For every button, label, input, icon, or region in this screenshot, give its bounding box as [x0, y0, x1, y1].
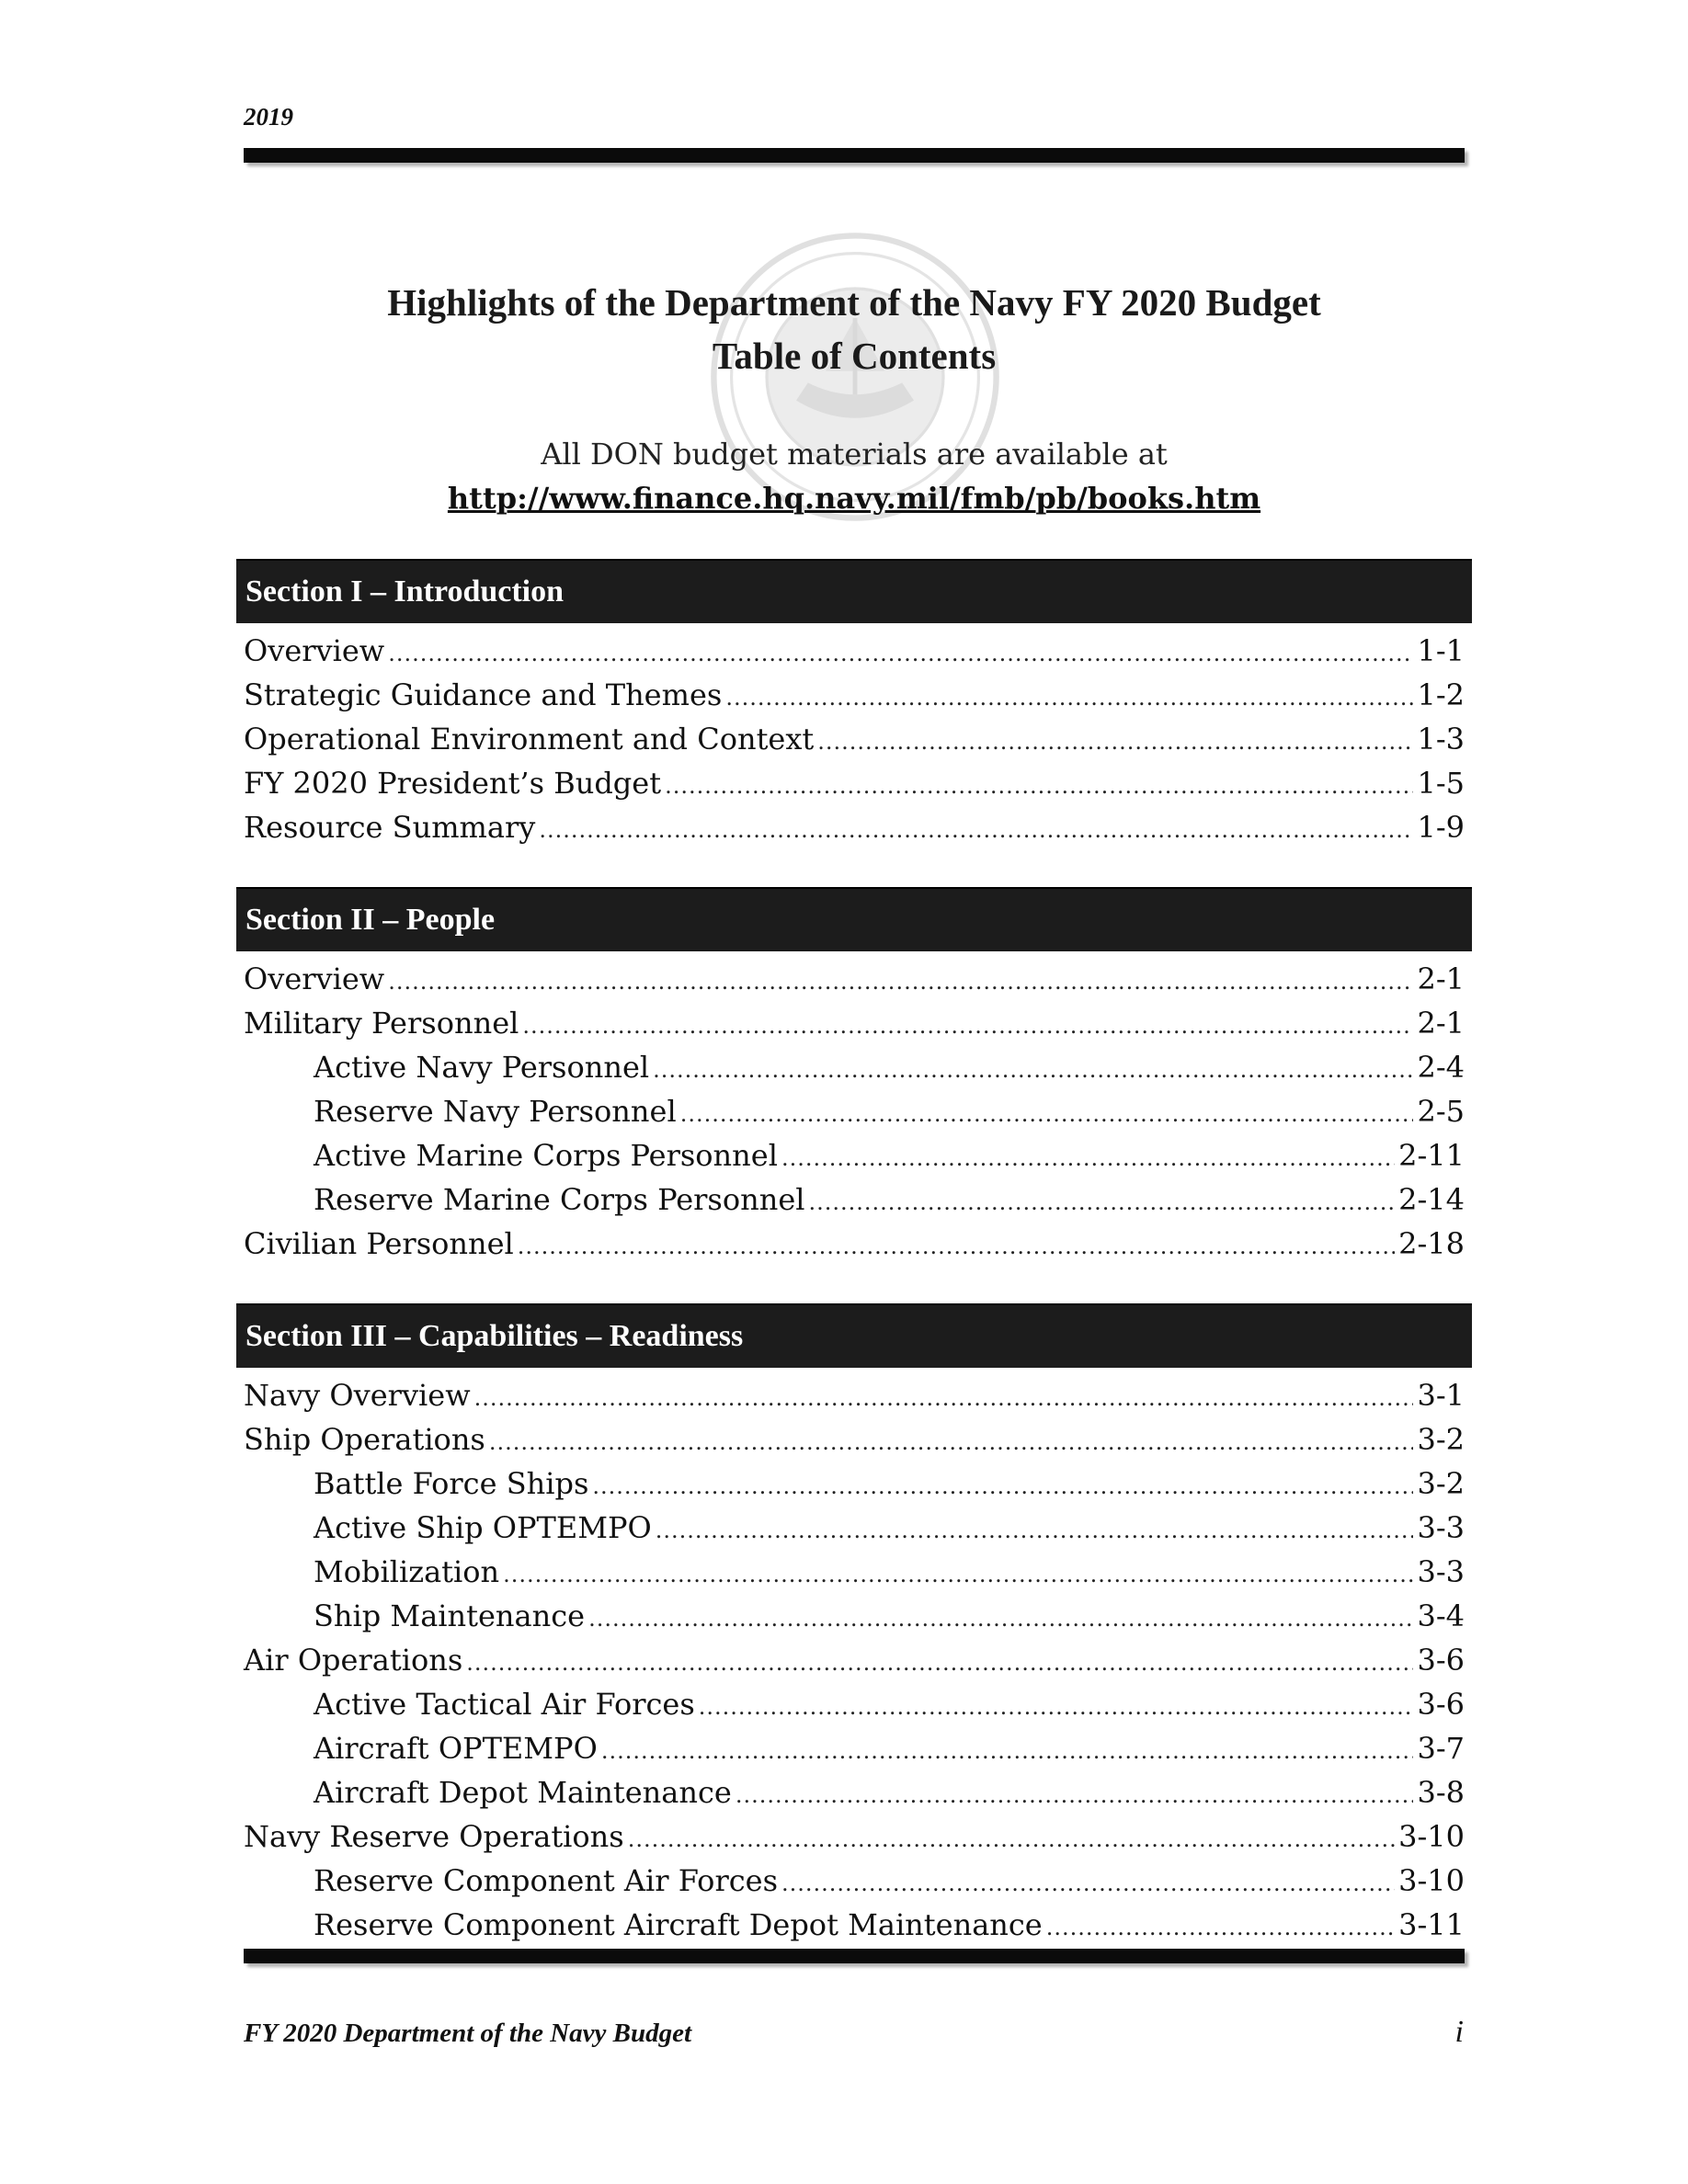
footer-rule	[244, 1949, 1465, 1963]
toc-entry-label: Ship Operations	[244, 1422, 485, 1457]
toc-entry-page: 2-1	[1417, 1006, 1465, 1041]
dot-leader	[592, 1464, 1413, 1508]
toc-subentry[interactable]	[236, 1462, 1472, 1506]
dot-leader	[489, 1420, 1414, 1464]
dot-leader	[518, 1224, 1395, 1268]
toc-entry-label: Reserve Component Air Forces	[314, 1863, 779, 1898]
dot-leader	[699, 1685, 1414, 1729]
toc-entry-page: 3-3	[1417, 1510, 1465, 1545]
dot-leader	[1046, 1905, 1395, 1950]
toc-subentry[interactable]	[236, 1506, 1472, 1550]
toc-entry-label: Civilian Personnel	[244, 1226, 514, 1261]
toc-list	[236, 629, 1472, 849]
toc-entry-page: 3-11	[1398, 1907, 1465, 1942]
dot-leader	[656, 1508, 1414, 1553]
toc-entry-page: 3-7	[1417, 1731, 1465, 1766]
toc-entry-page: 1-2	[1417, 677, 1465, 712]
dot-leader	[781, 1861, 1395, 1905]
toc-entry-page: 3-3	[1417, 1554, 1465, 1589]
toc-subentry[interactable]	[236, 1045, 1472, 1089]
toc-entry-page: 3-10	[1398, 1863, 1465, 1898]
toc-entry[interactable]	[236, 805, 1472, 849]
toc-entry-label: Aircraft Depot Maintenance	[314, 1775, 732, 1810]
section-header: Section II – People	[236, 887, 1472, 951]
document-title: Highlights of the Department of the Navy FY 2020 Budget	[387, 281, 1321, 324]
toc-entry-label: Strategic Guidance and Themes	[244, 677, 723, 712]
toc-subentry[interactable]	[236, 1682, 1472, 1726]
toc-entry-page: 3-8	[1417, 1775, 1465, 1810]
toc-entry-label: Military Personnel	[244, 1006, 519, 1041]
toc-entry[interactable]	[236, 761, 1472, 805]
page-number: i	[1454, 2015, 1464, 2049]
toc-entry[interactable]	[236, 1222, 1472, 1266]
toc-entry-page: 1-9	[1417, 810, 1465, 845]
toc-entry-page: 1-1	[1417, 633, 1465, 668]
section-header: Section III – Capabilities – Readiness	[236, 1303, 1472, 1368]
toc-entry-label: Reserve Marine Corps Personnel	[314, 1182, 805, 1217]
section-introduction	[236, 559, 1472, 849]
toc-list	[236, 1373, 1472, 1947]
toc-entry-label: FY 2020 President’s Budget	[244, 766, 662, 801]
toc-entry-label: Navy Reserve Operations	[244, 1819, 624, 1854]
section-header: Section I – Introduction	[236, 559, 1472, 623]
toc-entry-label: Active Tactical Air Forces	[314, 1687, 695, 1722]
toc-entry-page: 1-5	[1417, 766, 1465, 801]
toc-entry-page: 1-3	[1417, 722, 1465, 756]
toc-title: Table of Contents	[712, 335, 997, 377]
toc-entry-label: Overview	[244, 633, 385, 668]
title-block	[244, 276, 1465, 518]
dot-leader	[503, 1553, 1413, 1597]
toc-entry[interactable]	[236, 1373, 1472, 1417]
toc-entry-page: 2-5	[1417, 1094, 1465, 1129]
toc-entry-page: 3-4	[1417, 1598, 1465, 1633]
dot-leader	[388, 960, 1413, 1004]
toc-entry-page: 2-4	[1417, 1050, 1465, 1085]
toc-entry-label: Mobilization	[314, 1554, 500, 1589]
dot-leader	[736, 1773, 1414, 1817]
header-year: 2019	[244, 103, 293, 131]
dot-leader	[817, 720, 1413, 764]
dot-leader	[522, 1004, 1413, 1048]
toc-entry-page: 3-2	[1417, 1466, 1465, 1501]
toc-subentry[interactable]	[236, 1903, 1472, 1947]
dot-leader	[653, 1048, 1413, 1092]
footer-title: FY 2020 Department of the Navy Budget	[244, 2019, 692, 2048]
toc-entry[interactable]	[236, 717, 1472, 761]
dot-leader	[466, 1641, 1413, 1685]
toc-entry-label: Overview	[244, 961, 385, 996]
dot-leader	[725, 676, 1413, 720]
toc-entry-label: Air Operations	[244, 1643, 463, 1678]
toc-entry[interactable]	[236, 1001, 1472, 1045]
toc-entry[interactable]	[236, 673, 1472, 717]
toc-entry[interactable]	[236, 629, 1472, 673]
section-capabilities-readiness	[236, 1303, 1472, 1947]
availability-note: All DON budget materials are available at	[541, 437, 1168, 472]
dot-leader	[474, 1376, 1414, 1420]
toc-subentry[interactable]	[236, 1726, 1472, 1770]
dot-leader	[680, 1092, 1414, 1136]
toc-entry-label: Ship Maintenance	[314, 1598, 586, 1633]
toc-entry-page: 2-1	[1417, 961, 1465, 996]
dot-leader	[388, 631, 1413, 676]
toc-list	[236, 957, 1472, 1266]
toc-entry-page: 3-10	[1398, 1819, 1465, 1854]
toc-entry[interactable]	[236, 1417, 1472, 1462]
dot-leader	[601, 1729, 1414, 1773]
toc-entry[interactable]	[236, 1814, 1472, 1859]
toc-entry-label: Reserve Navy Personnel	[314, 1094, 677, 1129]
dot-leader	[588, 1597, 1413, 1641]
toc-subentry[interactable]	[236, 1859, 1472, 1903]
toc-entry-page: 2-11	[1398, 1138, 1465, 1173]
dot-leader	[539, 808, 1413, 852]
dot-leader	[665, 764, 1413, 808]
budget-materials-link[interactable]: http://www.finance.hq.navy.mil/fmb/pb/books.htm	[447, 481, 1261, 516]
toc-entry-page: 3-2	[1417, 1422, 1465, 1457]
header-rule	[244, 148, 1465, 163]
toc-subentry[interactable]	[236, 1770, 1472, 1814]
toc-entry-page: 2-14	[1398, 1182, 1465, 1217]
toc-subentry[interactable]	[236, 1133, 1472, 1177]
toc-subentry[interactable]	[236, 1550, 1472, 1594]
toc-entry[interactable]	[236, 957, 1472, 1001]
toc-entry-label: Resource Summary	[244, 810, 536, 845]
toc-subentry[interactable]	[236, 1594, 1472, 1638]
toc-entry-label: Navy Overview	[244, 1378, 471, 1413]
toc-entry-page: 3-6	[1417, 1687, 1465, 1722]
toc-entry-label: Active Ship OPTEMPO	[314, 1510, 652, 1545]
dot-leader	[781, 1136, 1395, 1180]
toc-entry-label: Operational Environment and Context	[244, 722, 815, 756]
dot-leader	[809, 1180, 1396, 1224]
toc-entry-page: 2-18	[1398, 1226, 1465, 1261]
toc-entry-label: Reserve Component Aircraft Depot Maintenance	[314, 1907, 1043, 1942]
toc-entry-page: 3-1	[1417, 1378, 1465, 1413]
toc-entry-label: Battle Force Ships	[314, 1466, 589, 1501]
toc-entry-label: Active Navy Personnel	[314, 1050, 650, 1085]
toc-subentry[interactable]	[236, 1177, 1472, 1222]
toc-entry-label: Aircraft OPTEMPO	[314, 1731, 598, 1766]
toc-entry-page: 3-6	[1417, 1643, 1465, 1678]
dot-leader	[628, 1817, 1395, 1861]
toc-entry[interactable]	[236, 1638, 1472, 1682]
section-people	[236, 887, 1472, 1266]
toc-subentry[interactable]	[236, 1089, 1472, 1133]
toc-entry-label: Active Marine Corps Personnel	[314, 1138, 778, 1173]
